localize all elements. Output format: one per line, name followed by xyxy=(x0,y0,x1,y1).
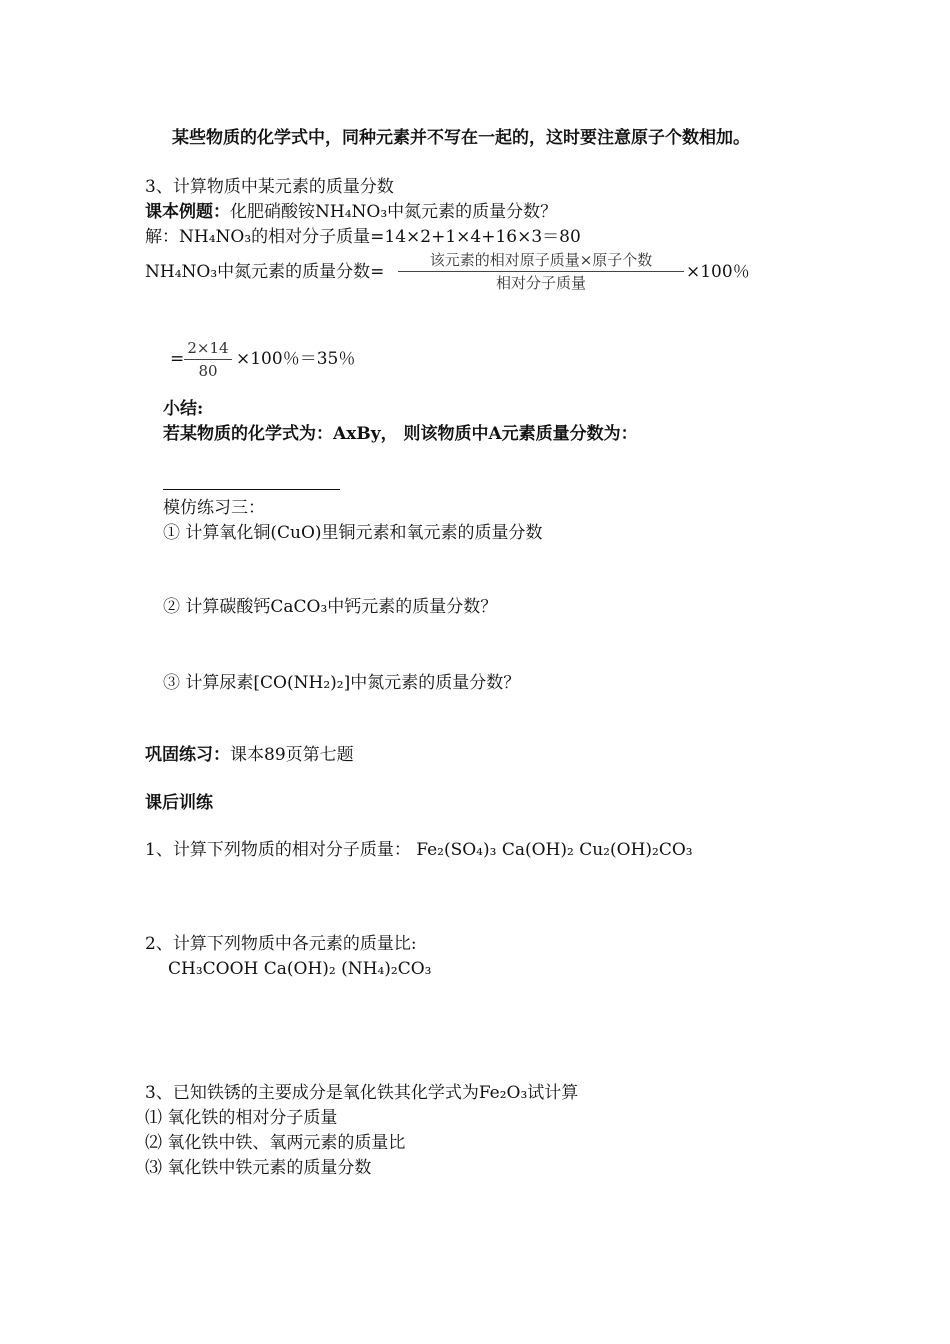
calc-denominator: 80 xyxy=(198,362,218,380)
formula-denominator: 相对分子质量 xyxy=(495,274,586,292)
practice3-q3: ③ 计算尿素[CO(NH₂)₂]中氮元素的质量分数？ xyxy=(163,673,521,693)
homework-q2: 2、计算下列物质中各元素的质量比: xyxy=(145,934,417,954)
practice3-title: 模仿练习三： xyxy=(163,498,265,518)
homework-title: 课后训练 xyxy=(145,793,213,813)
example-line xyxy=(145,201,557,223)
solution-line: 解：NH₄NO₃的相对分子质量=14×2+1×4+16×3＝80 xyxy=(145,227,581,247)
formula-fraction xyxy=(398,250,684,293)
homework-q3-item: ⑵ 氧化铁中铁、氧两元素的质量比 xyxy=(145,1133,406,1153)
calc-prefix: = xyxy=(170,349,185,369)
calc-suffix: ×100％＝35％ xyxy=(236,349,356,369)
consolidate-line xyxy=(145,744,354,766)
fraction-bar xyxy=(184,359,232,360)
consolidate-text: 课本89页第七题 xyxy=(230,745,354,765)
formula-suffix: ×100％ xyxy=(686,262,750,282)
homework-q1: 1、计算下列物质的相对分子质量： Fe₂(SO₄)₃ Ca(OH)₂ Cu₂(OH)₂CO₃ xyxy=(145,840,693,860)
calc-fraction xyxy=(184,338,232,381)
practice3-q1: ① 计算氧化铜(CuO)里铜元素和氧元素的质量分数 xyxy=(163,523,543,543)
answer-blank-line xyxy=(163,489,340,490)
homework-q3-item: ⑶ 氧化铁中铁元素的质量分数 xyxy=(145,1158,372,1178)
formula-numerator: 该元素的相对原子质量×原子个数 xyxy=(429,251,653,269)
formula-prefix: NH₄NO₃中氮元素的质量分数= xyxy=(145,262,385,282)
section3-heading: 3、计算物质中某元素的质量分数 xyxy=(145,177,394,197)
practice3-q2: ② 计算碳酸钙CaCO₃中钙元素的质量分数？ xyxy=(163,597,498,617)
consolidate-label: 巩固练习： xyxy=(145,745,230,765)
calc-numerator: 2×14 xyxy=(187,339,229,357)
homework-q2-formulas: CH₃COOH Ca(OH)₂ (NH₄)₂CO₃ xyxy=(168,959,432,979)
summary-text: 若某物质的化学式为：AxBy， 则该物质中A元素质量分数为： xyxy=(163,424,638,444)
example-text: 化肥硝酸铵NH₄NO₃中氮元素的质量分数？ xyxy=(230,202,558,222)
fraction-bar xyxy=(398,271,684,272)
note-line: 某些物质的化学式中，同种元素并不写在一起的，这时要注意原子个数相加。 xyxy=(172,128,750,148)
summary-label: 小结: xyxy=(163,399,204,419)
example-label: 课本例题： xyxy=(145,202,230,222)
homework-q3-item: ⑴ 氧化铁的相对分子质量 xyxy=(145,1108,338,1128)
homework-q3: 3、已知铁锈的主要成分是氧化铁其化学式为Fe₂O₃试计算 xyxy=(145,1083,579,1103)
